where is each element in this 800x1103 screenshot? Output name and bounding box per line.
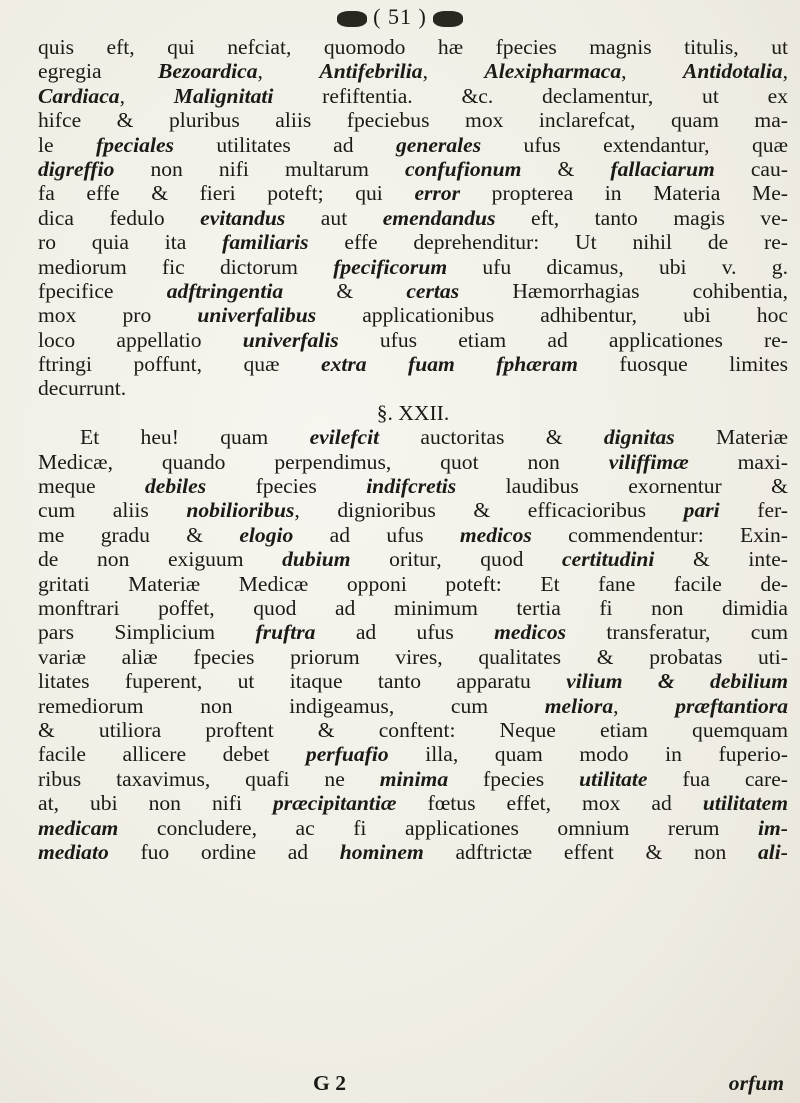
italic-term: utilitatem: [702, 791, 788, 816]
italic-term: debiles: [145, 474, 207, 499]
text-run: ad ufus: [315, 620, 495, 645]
text-run: fpecifice: [38, 278, 167, 303]
text-line: [38, 450, 788, 474]
text-run: le: [38, 132, 96, 157]
text-run: fuo ordine ad: [108, 839, 340, 864]
italic-term: elogio: [239, 522, 294, 547]
text-run: laudibus exornentur &: [456, 474, 788, 499]
text-run: cum aliis: [38, 498, 187, 523]
text-line: [38, 59, 788, 83]
text-line: [38, 425, 788, 449]
text-run: oritur, quod: [350, 547, 563, 572]
italic-term: error: [414, 181, 461, 206]
text-line: [38, 498, 788, 522]
italic-term: Cardiaca: [38, 83, 120, 108]
text-run: ,: [613, 693, 676, 718]
text-run: &: [283, 278, 407, 303]
text-run: ,: [621, 59, 683, 84]
text-run: remediorum non indigeamus, cum: [38, 693, 545, 718]
text-run: auctoritas &: [379, 425, 604, 450]
italic-term: fallaciarum: [610, 156, 715, 181]
text-run: commendentur: Exin-: [531, 522, 788, 547]
text-line: [38, 328, 788, 352]
italic-term: medicos: [494, 620, 567, 645]
text-run: fer-: [719, 498, 788, 523]
text-run: effe deprehenditur: Ut nihil de re-: [308, 230, 788, 255]
text-run: dica fedulo: [38, 205, 201, 230]
text-run: ro quia ita: [38, 230, 223, 255]
text-run: ribus taxavimus, quafi ne: [38, 766, 380, 791]
text-run: ad ufus: [293, 522, 460, 547]
italic-term: certas: [406, 278, 460, 303]
text-line: [38, 572, 788, 596]
text-line: [38, 523, 788, 547]
text-run: illa, quam modo in fuperio-: [388, 742, 788, 767]
italic-term: adftringentia: [166, 278, 284, 303]
italic-term: univerfalis: [242, 327, 339, 352]
italic-term: evilefcit: [309, 425, 380, 450]
italic-term: mediato: [38, 839, 109, 864]
text-line: [38, 35, 788, 59]
text-run: aut: [285, 205, 383, 230]
text-run: ufus extendantur, quæ: [481, 132, 788, 157]
text-line: [38, 108, 788, 132]
italic-term: fpeciales: [96, 132, 174, 157]
page-header: [0, 4, 800, 30]
text-line: [38, 596, 788, 620]
italic-term: minima: [379, 766, 449, 791]
text-line: [38, 352, 788, 376]
text-run: mox pro: [38, 303, 198, 328]
italic-term: dubium: [282, 547, 351, 572]
text-run: egregia: [38, 59, 158, 84]
text-line: [38, 230, 788, 254]
text-run: &: [521, 156, 611, 181]
text-run: ,: [119, 83, 174, 108]
text-run: ,: [257, 59, 320, 84]
body-text: [38, 35, 788, 864]
italic-term: hominem: [339, 839, 424, 864]
text-run: meque: [38, 474, 145, 499]
text-line: [38, 620, 788, 644]
italic-term: im-: [758, 815, 788, 840]
italic-term: præftantiora: [675, 693, 788, 718]
text-line: [38, 303, 788, 327]
text-run: §. XXII.: [376, 400, 450, 425]
text-run: , dignioribus & efficacioribus: [294, 498, 684, 523]
text-run: & inte-: [654, 547, 788, 572]
text-run: concludere, ac fi applicationes omnium rerum: [118, 815, 758, 840]
ornament-right-icon: [433, 11, 463, 27]
text-run: ufus etiam ad applicationes re-: [338, 327, 788, 352]
italic-term: vilium & debilium: [566, 669, 788, 694]
text-run: maxi-: [688, 449, 788, 474]
text-run: ,: [422, 59, 485, 84]
text-run: Et heu! quam: [80, 425, 310, 450]
italic-term: fpecificorum: [333, 254, 448, 279]
text-line: [38, 816, 788, 840]
text-run: fpecies: [206, 474, 367, 499]
text-line: [38, 255, 788, 279]
italic-term: evitandus: [200, 205, 286, 230]
text-run: decurrunt.: [38, 376, 127, 401]
text-line: [38, 645, 788, 669]
page-footer: [38, 1071, 788, 1097]
italic-term: pari: [683, 498, 720, 523]
italic-term: Antidotalia: [682, 59, 783, 84]
italic-term: univerfalibus: [197, 303, 317, 328]
italic-term: digreffio: [38, 156, 115, 181]
italic-term: generales: [395, 132, 482, 157]
text-run: utilitates ad: [173, 132, 396, 157]
text-run: ftringi poffunt, quæ: [38, 352, 321, 377]
text-run: propterea in Materia Me-: [460, 181, 788, 206]
ornament-left-icon: [337, 11, 367, 27]
italic-term: indifcretis: [366, 474, 457, 499]
text-run: fpecies: [448, 766, 580, 791]
text-run: fuosque limites: [577, 352, 788, 377]
text-run: Materiæ: [674, 425, 788, 450]
text-line: [38, 376, 788, 400]
text-run: Medicæ, quando perpendimus, quot non: [38, 449, 609, 474]
italic-term: confufionum: [405, 156, 522, 181]
text-line: [38, 401, 788, 425]
text-run: eft, tanto magis ve-: [495, 205, 788, 230]
italic-term: extra fuam fphæram: [320, 352, 578, 377]
italic-term: Antifebrilia: [319, 59, 423, 84]
italic-term: meliora: [544, 693, 614, 718]
text-line: [38, 694, 788, 718]
text-run: adftrictæ effent & non: [423, 839, 758, 864]
italic-term: dignitas: [603, 425, 675, 450]
italic-term: præcipitantiæ: [272, 791, 397, 816]
text-line: [38, 474, 788, 498]
text-run: refiftentia. &c. declamentur, ut ex: [273, 83, 788, 108]
text-run: fœtus effet, mox ad: [396, 791, 703, 816]
text-line: [38, 669, 788, 693]
text-line: [38, 157, 788, 181]
text-run: fa effe & fieri poteft; qui: [38, 181, 415, 206]
signature-mark: G 2: [313, 1071, 346, 1095]
italic-term: Bezoardica: [157, 59, 258, 84]
text-run: mediorum fic dictorum: [38, 254, 334, 279]
text-run: at, ubi non nifi: [38, 791, 273, 816]
italic-term: ali-: [758, 839, 788, 864]
italic-term: utilitate: [579, 766, 648, 791]
italic-term: Alexipharmaca: [484, 59, 622, 84]
text-run: ,: [782, 59, 788, 84]
text-run: pars Simplicium: [38, 620, 256, 645]
italic-term: familiaris: [222, 230, 309, 255]
text-run: & utiliora proftent & conftent: Neque etiam quemquam: [38, 717, 788, 742]
text-line: [38, 181, 788, 205]
italic-term: Malignitati: [173, 83, 274, 108]
text-run: variæ aliæ fpecies priorum vires, qualitates & probatas uti-: [38, 644, 788, 669]
text-line: [38, 718, 788, 742]
italic-term: perfuafio: [305, 742, 389, 767]
text-line: [38, 742, 788, 766]
text-run: applicationibus adhibentur, ubi hoc: [316, 303, 788, 328]
text-run: de non exiguum: [38, 547, 283, 572]
text-run: monftrari poffet, quod ad minimum tertia fi non dimidia: [38, 595, 788, 620]
text-line: [38, 547, 788, 571]
text-run: hifce & pluribus aliis fpeciebus mox inclarefcat, quam ma-: [38, 108, 788, 133]
text-line: [38, 279, 788, 303]
text-run: ufu dicamus, ubi v. g.: [447, 254, 788, 279]
text-line: [38, 767, 788, 791]
text-run: non nifi multarum: [114, 156, 406, 181]
italic-term: medicos: [459, 522, 532, 547]
text-run: facile allicere debet: [38, 742, 306, 767]
text-run: cau-: [714, 156, 788, 181]
text-run: Hæmorrhagias cohibentia,: [459, 278, 788, 303]
italic-term: nobilioribus: [186, 498, 295, 523]
text-line: [38, 840, 788, 864]
page-number: ( 51 ): [373, 4, 427, 29]
italic-term: medicam: [38, 815, 119, 840]
text-run: gritati Materiæ Medicæ opponi poteft: Et fane facile de-: [38, 571, 788, 596]
text-run: quis eft, qui nefciat, quomodo hæ fpecies magnis titulis, ut: [38, 35, 788, 59]
italic-term: fruftra: [255, 620, 316, 645]
text-run: litates fuperent, ut itaque tanto apparatu: [38, 669, 567, 694]
catchword: orfum: [728, 1071, 784, 1095]
text-run: me gradu &: [38, 522, 240, 547]
text-run: fua care-: [647, 766, 788, 791]
text-run: loco appellatio: [38, 327, 243, 352]
italic-term: certitudini: [562, 547, 655, 572]
text-run: transferatur, cum: [566, 620, 788, 645]
text-line: [38, 206, 788, 230]
text-line: [38, 133, 788, 157]
text-line: [38, 791, 788, 815]
text-line: [38, 84, 788, 108]
italic-term: viliffimæ: [608, 449, 689, 474]
italic-term: emendandus: [382, 205, 496, 230]
